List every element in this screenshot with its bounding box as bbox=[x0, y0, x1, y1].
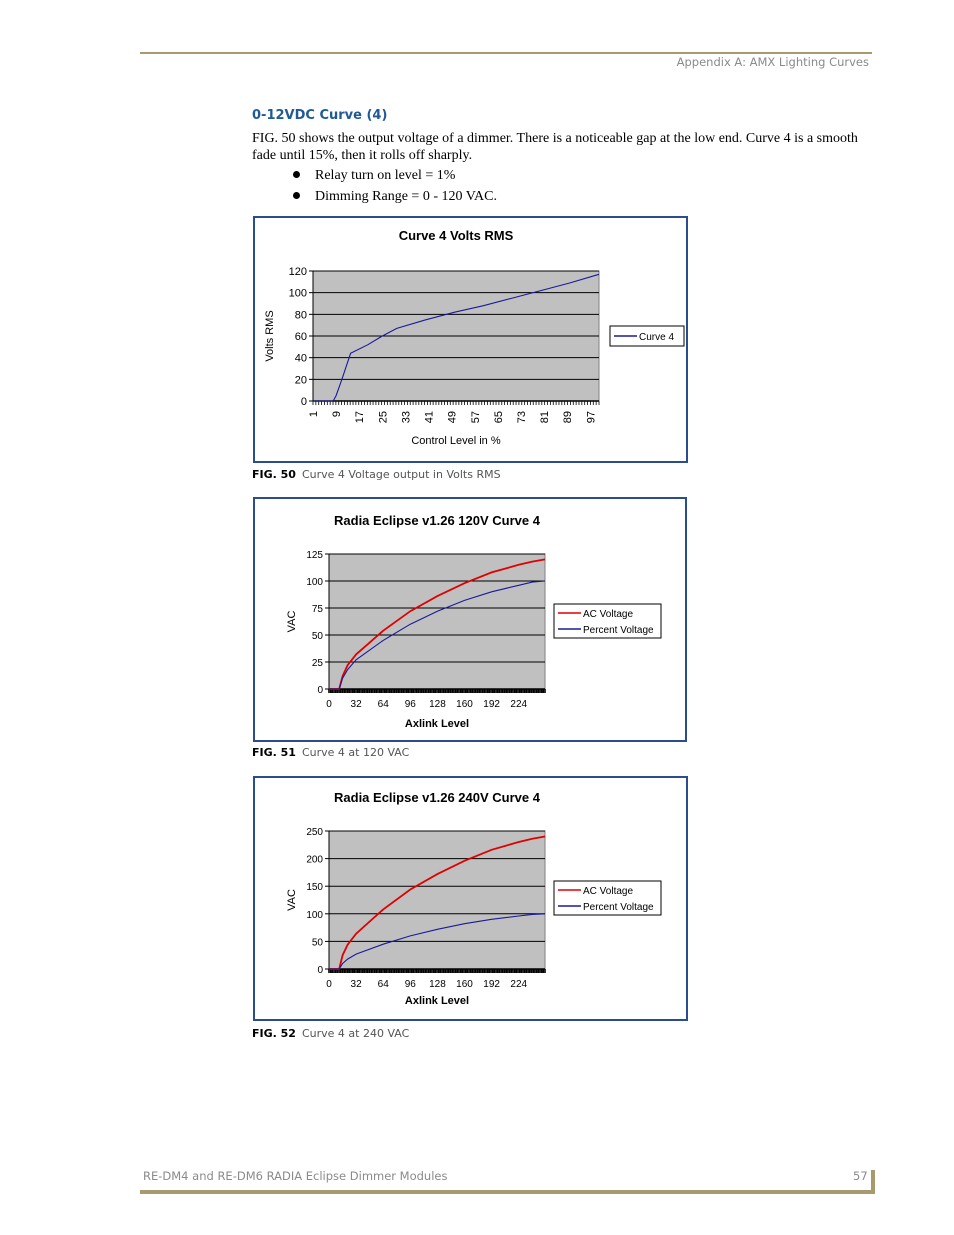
caption-fig51 bbox=[252, 746, 409, 759]
header-rule bbox=[140, 52, 872, 54]
y-tick-label: 25 bbox=[311, 658, 323, 669]
chart-fig52 bbox=[255, 778, 686, 1019]
x-tick-label: 64 bbox=[377, 699, 389, 710]
y-tick-label: 250 bbox=[306, 827, 323, 838]
x-axis-title: Axlink Level bbox=[404, 718, 470, 730]
y-tick-label: 20 bbox=[294, 374, 307, 387]
x-tick-label: 128 bbox=[429, 979, 446, 990]
caption-fig52 bbox=[252, 1027, 409, 1040]
y-tick-label: 125 bbox=[306, 550, 323, 561]
chart-title: Radia Eclipse v1.26 120V Curve 4 bbox=[334, 513, 540, 528]
caption-text: Curve 4 at 120 VAC bbox=[301, 746, 410, 759]
legend-label: AC Voltage bbox=[583, 609, 634, 620]
y-tick-label: 0 bbox=[300, 396, 307, 408]
x-tick-label: 73 bbox=[516, 411, 528, 424]
y-tick-label: 80 bbox=[294, 309, 307, 322]
x-tick-label: 57 bbox=[469, 411, 482, 424]
legend-label: AC Voltage bbox=[583, 886, 634, 897]
page-number: 57 bbox=[853, 1169, 868, 1183]
y-tick-label: 200 bbox=[306, 854, 323, 866]
y-axis-title: VAC bbox=[286, 889, 298, 911]
y-axis-title: Volts RMS bbox=[264, 310, 276, 362]
y-axis-title: VAC bbox=[286, 610, 298, 633]
y-tick-label: 100 bbox=[306, 909, 323, 921]
x-tick-label: 192 bbox=[483, 979, 500, 990]
chart-frame-fig50 bbox=[253, 216, 688, 463]
x-tick-label: 0 bbox=[326, 979, 332, 990]
footer-title: RE-DM4 and RE-DM6 RADIA Eclipse Dimmer Modules bbox=[143, 1169, 448, 1183]
bullet-list bbox=[292, 166, 497, 208]
y-tick-label: 0 bbox=[317, 685, 323, 696]
y-tick-label: 50 bbox=[311, 631, 323, 642]
x-tick-label: 1 bbox=[308, 411, 320, 418]
y-tick-label: 40 bbox=[294, 352, 307, 365]
x-tick-label: 160 bbox=[456, 979, 473, 990]
y-tick-label: 100 bbox=[306, 577, 323, 588]
y-tick-label: 60 bbox=[294, 331, 307, 343]
plot-area bbox=[329, 554, 545, 689]
section-title: 0-12VDC Curve (4) bbox=[252, 108, 388, 123]
x-tick-label: 25 bbox=[377, 411, 390, 424]
y-tick-label: 75 bbox=[311, 604, 323, 615]
bullet-dimming-range: Dimming Range = 0 - 120 VAC. bbox=[292, 187, 497, 208]
legend-label: Percent Voltage bbox=[583, 902, 654, 913]
chart-fig51 bbox=[255, 499, 685, 740]
caption-label: FIG. 52 bbox=[252, 1027, 296, 1040]
x-tick-label: 49 bbox=[446, 411, 459, 424]
y-tick-label: 120 bbox=[288, 266, 307, 278]
plot-area bbox=[329, 831, 545, 969]
caption-text: Curve 4 Voltage output in Volts RMS bbox=[301, 468, 501, 481]
y-tick-label: 150 bbox=[306, 882, 323, 894]
caption-label: FIG. 50 bbox=[252, 468, 296, 481]
y-tick-label: 100 bbox=[288, 287, 307, 300]
caption-fig50 bbox=[252, 468, 501, 481]
x-tick-label: 0 bbox=[326, 699, 332, 710]
x-tick-label: 224 bbox=[510, 699, 528, 710]
x-tick-label: 33 bbox=[400, 411, 413, 424]
x-tick-label: 9 bbox=[331, 411, 344, 418]
x-tick-label: 64 bbox=[377, 979, 389, 990]
caption-text: Curve 4 at 240 VAC bbox=[301, 1027, 410, 1040]
x-tick-label: 65 bbox=[492, 411, 505, 424]
x-tick-label: 192 bbox=[483, 699, 500, 710]
x-tick-label: 89 bbox=[562, 411, 575, 424]
chart-fig50 bbox=[255, 218, 686, 461]
x-tick-label: 224 bbox=[510, 979, 528, 990]
running-header: Appendix A: AMX Lighting Curves bbox=[676, 55, 869, 69]
chart-frame-fig51 bbox=[253, 497, 687, 742]
legend-label: Curve 4 bbox=[639, 332, 675, 343]
legend-label: Percent Voltage bbox=[583, 625, 654, 636]
x-tick-label: 41 bbox=[423, 411, 436, 424]
x-tick-label: 160 bbox=[456, 699, 473, 710]
intro-paragraph: FIG. 50 shows the output voltage of a dimmer. There is a noticeable gap at the low end. Curve 4 is a smooth fade until 15%, then it rolls off sharply. bbox=[252, 131, 858, 163]
bullet-relay-level: Relay turn on level = 1% bbox=[292, 166, 497, 187]
chart-frame-fig52 bbox=[253, 776, 688, 1021]
x-tick-label: 96 bbox=[404, 979, 416, 990]
x-tick-label: 96 bbox=[404, 699, 416, 710]
caption-label: FIG. 51 bbox=[252, 746, 296, 759]
x-tick-label: 17 bbox=[354, 411, 367, 424]
x-tick-label: 32 bbox=[350, 979, 362, 990]
x-tick-label: 81 bbox=[539, 411, 552, 424]
chart-title: Radia Eclipse v1.26 240V Curve 4 bbox=[334, 790, 540, 805]
x-axis-title: Control Level in % bbox=[411, 435, 501, 447]
x-tick-label: 32 bbox=[350, 699, 362, 710]
x-axis-title: Axlink Level bbox=[404, 995, 470, 1007]
x-tick-label: 97 bbox=[585, 411, 598, 424]
chart-title: Curve 4 Volts RMS bbox=[398, 228, 514, 243]
x-tick-label: 128 bbox=[429, 699, 446, 710]
footer-rule bbox=[140, 1190, 875, 1194]
y-tick-label: 0 bbox=[317, 965, 323, 976]
y-tick-label: 50 bbox=[311, 937, 323, 949]
